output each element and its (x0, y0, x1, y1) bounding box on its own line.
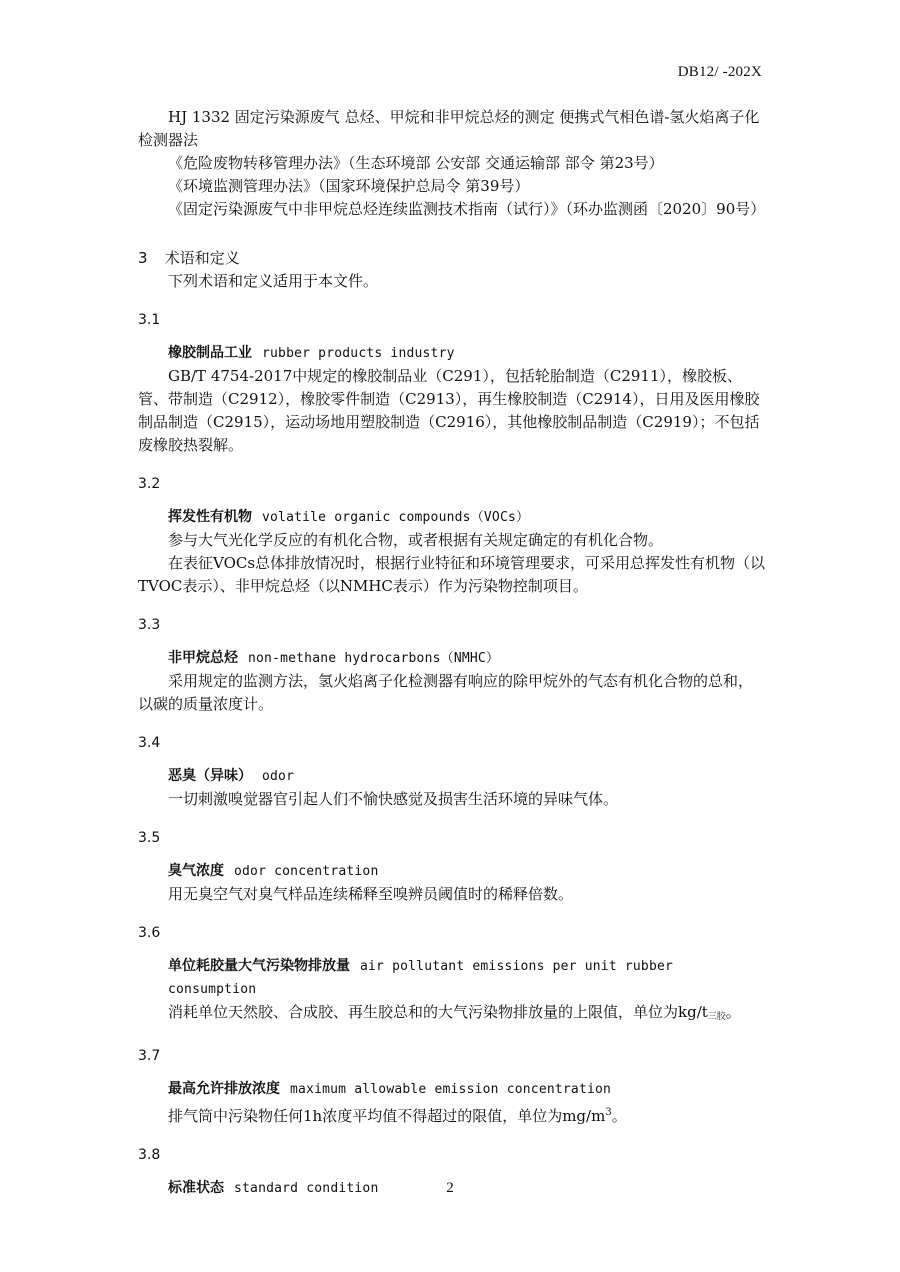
term-name-zh: 标准状态 (168, 1180, 224, 1196)
term-definition: 在表征VOCs总体排放情况时，根据行业特征和环境管理要求，可采用总挥发性有机物（以TVOC表示）、非甲烷总烃（以NMHC表示）作为污染物控制项目。 (138, 554, 766, 595)
term-title (138, 860, 766, 883)
term-entry (138, 922, 766, 1029)
document-code: DB12/ -202X (677, 64, 762, 80)
term-number: 3.5 (138, 830, 161, 846)
term-number: 3.1 (138, 312, 161, 328)
reference-item: 《危险废物转移管理办法》（生态环境部 公安部 交通运输部 部令 第23号） (168, 154, 664, 172)
term-name-en: non-methane hydrocarbons（NMHC） (248, 651, 500, 666)
reference-item: 《环境监测管理办法》（国家环境保护总局令 第39号） (168, 177, 530, 195)
definition-tail: 。 (611, 1107, 627, 1125)
term-name-en: volatile organic compounds（VOCs） (262, 510, 530, 525)
unit-subscript: 三胶 (707, 1012, 726, 1022)
term-title (138, 765, 766, 788)
term-number: 3.7 (138, 1048, 161, 1064)
term-entry (138, 827, 766, 906)
definition-tail: 。 (725, 1003, 741, 1021)
term-definition: 用无臭空气对臭气样品连续稀释至嗅辨员阈值时的稀释倍数。 (168, 885, 574, 903)
term-definition (138, 1001, 766, 1029)
term-definition: 一切刺激嗅觉器官引起人们不愉快感觉及损害生活环境的异味气体。 (168, 790, 619, 808)
term-name-zh: 最高允许排放浓度 (168, 1081, 280, 1097)
term-name-en: standard condition (234, 1181, 379, 1196)
term-name-zh: 单位耗胶量大气污染物排放量 (168, 958, 350, 974)
term-name-en: maximum allowable emission concentration (290, 1082, 612, 1097)
unit-superscript: 3 (605, 1107, 612, 1118)
section-title: 术语和定义 (164, 249, 240, 267)
term-name-zh: 恶臭（异味） (168, 768, 252, 784)
term-name-zh: 挥发性有机物 (168, 509, 252, 525)
term-number: 3.2 (138, 476, 161, 492)
reference-item: HJ 1332 固定污染源废气 总烃、甲烷和非甲烷总烃的测定 便携式气相色谱-氢火焰离子化检测器法 (138, 108, 760, 149)
term-title (138, 506, 766, 529)
definition-text: 消耗单位天然胶、合成胶、再生胶总和的大气污染物排放量的上限值，单位为kg/t (168, 1003, 708, 1021)
term-title (138, 647, 766, 670)
term-entry (138, 309, 766, 457)
term-number: 3.6 (138, 925, 161, 941)
term-number: 3.3 (138, 617, 161, 633)
term-entry (138, 1045, 766, 1128)
term-entry (138, 614, 766, 716)
section-number: 3 (138, 249, 148, 267)
term-name-en: odor (262, 769, 295, 784)
term-name-en: air pollutant emissions per unit rubber consumption (168, 959, 674, 997)
term-definition (138, 1101, 766, 1128)
term-name-en: rubber products industry (262, 346, 455, 361)
term-name-zh: 臭气浓度 (168, 863, 224, 879)
section-heading (138, 247, 766, 270)
term-number: 3.8 (138, 1147, 161, 1163)
term-number: 3.4 (138, 735, 161, 751)
term-entry (138, 732, 766, 811)
reference-item: 《固定污染源废气中非甲烷总烃连续监测技术指南（试行）》（环办监测函〔2020〕90号） (168, 200, 766, 218)
term-title (138, 342, 766, 365)
term-definition: GB/T 4754-2017中规定的橡胶制品业（C291），包括轮胎制造（C2911），橡胶板、管、带制造（C2912），橡胶零件制造（C2913），再生橡胶制造（C2914），日用及医用橡胶制品制造（C2915），运动场地用塑胶制造（C2916），其他橡胶制品制造（C2919）；不包括废橡胶热裂解。 (138, 367, 760, 454)
term-title (138, 955, 766, 1001)
definition-text: 排气筒中污染物任何1h浓度平均值不得超过的限值，单位为mg/m (168, 1107, 606, 1125)
term-entry (138, 473, 766, 598)
term-name-zh: 非甲烷总烃 (168, 650, 238, 666)
page-number: 2 (446, 1180, 454, 1196)
page-body (138, 106, 766, 1200)
term-definition: 参与大气光化学反应的有机化合物，或者根据有关规定确定的有机化合物。 (168, 531, 664, 549)
term-name-zh: 橡胶制品工业 (168, 345, 252, 361)
term-definition: 采用规定的监测方法，氢火焰离子化检测器有响应的除甲烷外的气态有机化合物的总和，以碳的质量浓度计。 (138, 672, 754, 713)
term-title (138, 1078, 766, 1101)
section-intro: 下列术语和定义适用于本文件。 (168, 272, 379, 290)
term-name-en: odor concentration (234, 864, 379, 879)
